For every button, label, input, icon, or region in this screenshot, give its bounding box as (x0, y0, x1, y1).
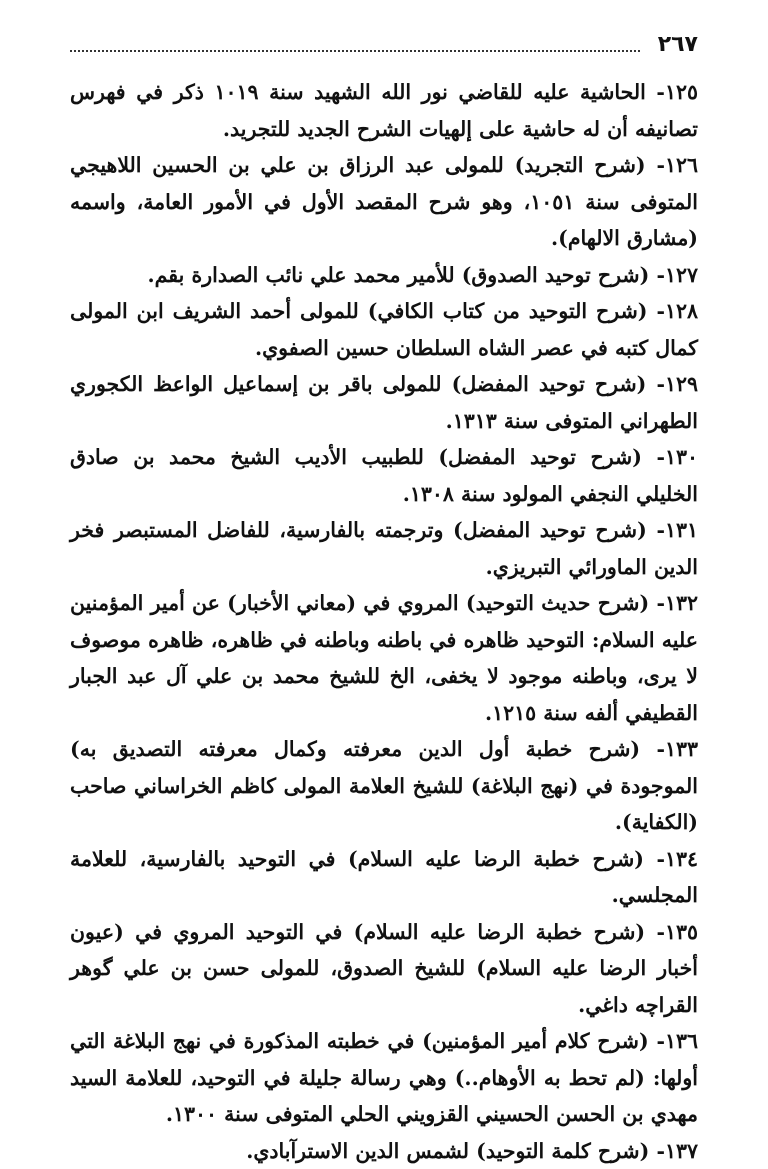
document-page (70, 22, 698, 1169)
entry-text: (شرح توحيد الصدوق) للأمير محمد علي نائب الصدارة بقم. (148, 263, 650, 287)
entry-136 (70, 1023, 698, 1133)
entry-text: (شرح خطبة أول الدين معرفته وكمال معرفته التصديق به) الموجودة في (نهج البلاغة) للشيخ العلامة المولى كاظم الخراساني صاحب (الكفاية). (70, 737, 698, 834)
entry-number: ١٣٠- (656, 445, 698, 469)
entry-text: (شرح التوحيد من كتاب الكافي) للمولى أحمد الشريف ابن المولى كمال كتبه في عصر الشاه السلطان حسين الصفوي. (70, 299, 698, 360)
entry-number: ١٢٩- (656, 372, 698, 396)
entry-text: (شرح التجريد) للمولى عبد الرزاق بن علي بن الحسين اللاهيجي المتوفى سنة ١٠٥١، وهو شرح المقصد الأول في الأمور العامة، واسمه (مشارق الالهام). (70, 153, 698, 250)
header-dotted-rule (70, 36, 640, 52)
entry-number: ١٣١- (656, 518, 698, 542)
entry-126 (70, 147, 698, 257)
entry-128 (70, 293, 698, 366)
entry-number: ١٣٥- (656, 920, 698, 944)
entry-number: ١٢٥- (656, 80, 698, 104)
entry-129 (70, 366, 698, 439)
page-number: ٢٦٧ (658, 32, 698, 57)
entry-text: (شرح كلام أمير المؤمنين) في خطبته المذكورة في نهج البلاغة التي أولها: (لم تحط به الأوهام..) وهي رسالة جليلة في التوحيد، للعلامة السيد مهدي بن الحسن الحسيني القزويني الحلي المتوفى سنة ١٣٠٠. (70, 1029, 698, 1126)
entry-number: ١٣٢- (656, 591, 698, 615)
entry-133 (70, 731, 698, 841)
entry-text: (شرح كلمة التوحيد) لشمس الدين الاسترآبادي. (246, 1139, 649, 1163)
entry-number: ١٣٤- (656, 847, 698, 871)
entry-131 (70, 512, 698, 585)
entry-number: ١٢٦- (656, 153, 698, 177)
entry-137 (70, 1133, 698, 1169)
entry-127 (70, 257, 698, 294)
entry-number: ١٣٦- (656, 1029, 698, 1053)
entry-135 (70, 914, 698, 1024)
entry-number: ١٢٨- (656, 299, 698, 323)
entry-text: (شرح حديث التوحيد) المروي في (معاني الأخبار) عن أمير المؤمنين عليه السلام: التوحيد ظاهره في باطنه وباطنه في ظاهره، ظاهره موصوف لا يرى، وباطنه موجود لا يخفى، الخ للشيخ محمد بن علي آل عبد الجبار القطيفي ألفه سنة ١٢١٥. (70, 591, 698, 725)
entry-text: (شرح توحيد المفضل) للمولى باقر بن إسماعيل الواعظ الكجوري الطهراني المتوفى سنة ١٣١٣. (70, 372, 698, 433)
entry-134 (70, 841, 698, 914)
entry-125 (70, 74, 698, 147)
entry-text: (شرح توحيد المفضل) للطبيب الأديب الشيخ محمد بن صادق الخليلي النجفي المولود سنة ١٣٠٨. (70, 445, 698, 506)
entry-text: الحاشية عليه للقاضي نور الله الشهيد سنة ١٠١٩ ذكر في فهرس تصانيفه أن له حاشية على إلهيات الشرح الجديد للتجريد. (70, 80, 698, 141)
entry-number: ١٣٧- (656, 1139, 698, 1163)
page-header (70, 22, 698, 62)
entry-text: (شرح توحيد المفضل) وترجمته بالفارسية، للفاضل المستبصر فخر الدين الماورائي التبريزي. (70, 518, 698, 579)
entry-text: (شرح خطبة الرضا عليه السلام) في التوحيد المروي في (عيون أخبار الرضا عليه السلام) للشيخ الصدوق، للمولى حسن بن علي گوهر القراچه داغي. (70, 920, 698, 1017)
entry-132 (70, 585, 698, 731)
entry-number: ١٣٣- (656, 737, 698, 761)
entry-text: (شرح خطبة الرضا عليه السلام) في التوحيد بالفارسية، للعلامة المجلسي. (70, 847, 698, 908)
entry-number: ١٢٧- (656, 263, 698, 287)
entry-130 (70, 439, 698, 512)
entry-list (70, 74, 698, 1169)
